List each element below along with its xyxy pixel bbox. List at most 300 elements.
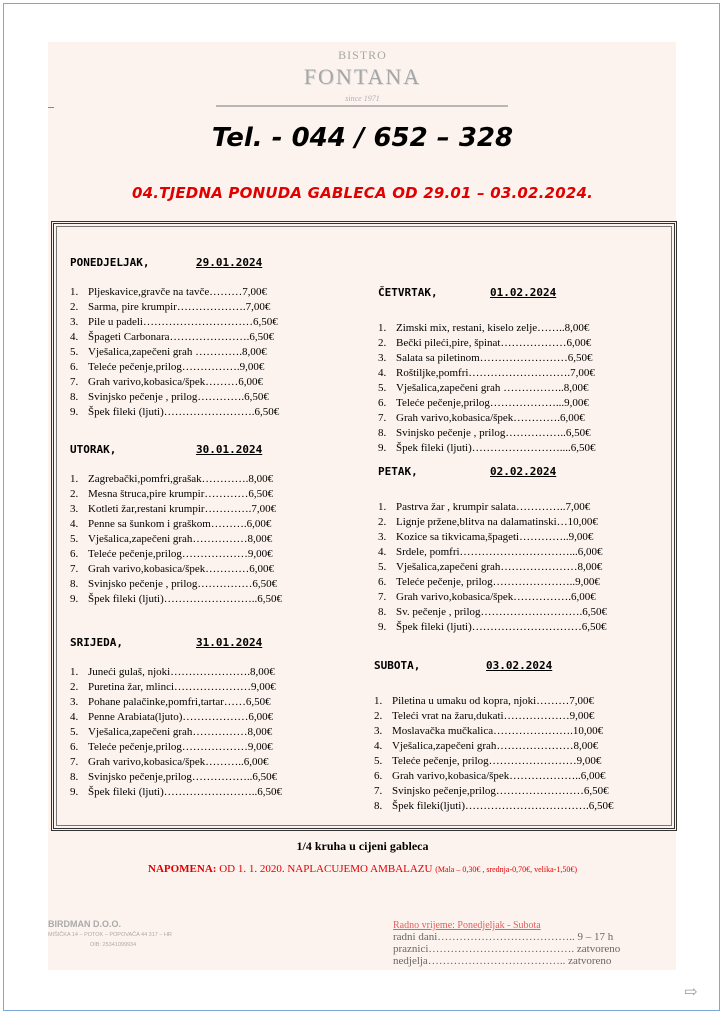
- menu-item: [70, 375, 279, 390]
- day-date: 01.02.2024: [490, 286, 557, 299]
- item-leader: ………….: [195, 346, 242, 358]
- company-oib: OIB: 25341099934: [90, 942, 137, 948]
- item-number: 1.: [70, 286, 79, 298]
- item-price: 9,00€: [576, 755, 602, 767]
- item-price: 6,50€: [249, 331, 275, 343]
- day-name: SRIJEDA,: [70, 636, 123, 649]
- item-number: 1.: [378, 322, 387, 334]
- item-name: Vješalica,zapečeni grah: [392, 740, 497, 752]
- menu-item: [378, 396, 596, 411]
- item-leader: …………………: [500, 561, 578, 573]
- item-price: 8,00€: [249, 666, 275, 678]
- item-number: 6.: [378, 576, 387, 588]
- item-number: 9.: [70, 406, 79, 418]
- item-price: 8,00€: [247, 726, 273, 738]
- menu-item: [70, 330, 279, 345]
- item-leader: ………: [209, 286, 243, 298]
- item-leader: …………………….: [163, 406, 255, 418]
- item-price: 7,00€: [569, 695, 594, 707]
- menu-item: [378, 530, 607, 545]
- item-leader: ………: [536, 695, 570, 707]
- item-name: Špek fileki (ljuti): [396, 621, 472, 633]
- item-number: 6.: [70, 361, 79, 373]
- item-price: 8,00€: [564, 322, 590, 334]
- item-number: 2.: [374, 710, 383, 722]
- menu-item: [70, 665, 282, 680]
- item-number: 5.: [70, 726, 79, 738]
- day-name: ČETVRTAK,: [378, 286, 438, 299]
- item-number: 2.: [378, 516, 387, 528]
- item-leader: …………………………...: [459, 546, 578, 558]
- item-number: 5.: [374, 755, 383, 767]
- item-name: Špek fileki (ljuti): [88, 406, 164, 418]
- item-name: Teleće pečenje,prilog: [88, 361, 182, 373]
- brand-fontana: FONTANA: [303, 64, 422, 89]
- menu-item: [374, 724, 614, 739]
- item-leader: ………………….: [169, 331, 250, 343]
- item-leader: ……………: [197, 578, 253, 590]
- item-name: Puretina žar, mlinci: [88, 681, 175, 693]
- item-number: 9.: [70, 593, 79, 605]
- item-name: Grah varivo,kobasica/špek: [88, 756, 206, 768]
- hours-row: radni dani……………………………….. 9 – 17 h: [393, 931, 614, 943]
- item-leader: ……..: [537, 322, 565, 334]
- menu-item: [378, 411, 596, 426]
- item-leader: …: [556, 516, 568, 528]
- item-name: Sv. pečenje , prilog: [396, 606, 481, 618]
- day-name: UTORAK,: [70, 443, 117, 456]
- item-leader: …………………: [174, 681, 252, 693]
- hours-row: nedjelja……………………………….. zatvoreno: [393, 955, 612, 967]
- item-price: 6,50€: [583, 785, 609, 797]
- item-name: Teleći vrat na žaru,dukati: [392, 710, 504, 722]
- item-name: Vješalica,zapečeni grah: [88, 533, 193, 545]
- brand-bistro: BISTRO: [338, 48, 387, 62]
- menu-item: [378, 381, 596, 396]
- item-leader: ……………………....: [471, 442, 571, 454]
- item-price: 6,00€: [566, 337, 592, 349]
- item-price: 9,00€: [575, 576, 600, 588]
- day-date: 02.02.2024: [490, 465, 557, 478]
- menu-item: [70, 502, 282, 517]
- menu-item: [70, 770, 282, 785]
- menu-item: [70, 785, 282, 800]
- menu-item: [70, 755, 282, 770]
- item-price: 6,50€: [254, 406, 280, 418]
- item-price: 6,50€: [257, 786, 283, 798]
- menu-item: [378, 620, 607, 635]
- item-price: 6,00€: [571, 591, 596, 603]
- item-number: 9.: [378, 442, 387, 454]
- item-name: Teleće pečenje, prilog: [396, 576, 493, 588]
- day-monday: [70, 256, 279, 420]
- item-name: Pastrva žar , krumpir salata: [396, 501, 517, 513]
- menu-item: [70, 695, 282, 710]
- menu-item: [70, 390, 279, 405]
- item-name: Grah varivo,kobasica/špek: [396, 591, 514, 603]
- menu-list: [378, 500, 607, 635]
- day-heading: [70, 256, 279, 269]
- week-offer-title: 04.TJEDNA PONUDA GABLECA OD 29.01 – 03.02.2024.: [131, 184, 594, 202]
- item-name: Grah varivo,kobasica/špek: [88, 376, 206, 388]
- menu-list: [70, 472, 282, 607]
- item-price: 7,00€: [251, 503, 277, 515]
- item-leader: …………: [205, 563, 250, 575]
- item-price: 6,00€: [577, 546, 603, 558]
- item-price: 6,00€: [238, 376, 264, 388]
- item-name: Penne sa šunkom i graškom: [88, 518, 211, 530]
- item-price: 9,00€: [247, 741, 273, 753]
- brand-divider: [216, 105, 508, 107]
- menu-list: [70, 285, 279, 420]
- item-price: 6,00€: [249, 563, 275, 575]
- item-leader: ……………: [192, 726, 248, 738]
- item-name: Vješalica,zapečeni grah: [88, 726, 193, 738]
- item-name: Vješalica,zapečeni grah: [396, 561, 501, 573]
- item-leader: …………….: [181, 361, 240, 373]
- item-price: 6,50€: [570, 442, 596, 454]
- menu-item: [378, 441, 596, 456]
- item-price: 6,50€: [582, 606, 608, 618]
- item-leader: …………: [204, 488, 249, 500]
- note-prices: (Mala – 0,30€ , srednja-0,70€, velika-1,50€): [435, 865, 577, 874]
- hours-row: praznici…………………………………. zatvoreno: [393, 943, 621, 955]
- item-price: 10,00€: [567, 516, 598, 528]
- item-leader: ……………..: [191, 771, 253, 783]
- item-leader: ………….: [513, 412, 561, 424]
- menu-item: [70, 405, 279, 420]
- item-number: 4.: [378, 367, 387, 379]
- item-leader: ………………: [181, 548, 248, 560]
- item-leader: ………………...: [489, 397, 565, 409]
- item-leader: ……………………….: [480, 606, 583, 618]
- item-price: 8,00€: [577, 561, 603, 573]
- brand-since: since 1971: [345, 94, 380, 103]
- menu-item: [70, 740, 282, 755]
- menu-item: [70, 487, 282, 502]
- item-number: 6.: [70, 548, 79, 560]
- item-name: Pile u padeli: [88, 316, 143, 328]
- item-price: 8,00€: [563, 382, 589, 394]
- menu-item: [70, 725, 282, 740]
- day-date: 03.02.2024: [486, 659, 553, 672]
- item-leader: ………………: [181, 741, 248, 753]
- menu-item: [70, 562, 282, 577]
- menu-item: [378, 336, 596, 351]
- item-number: 9.: [70, 786, 79, 798]
- item-leader: ……: [223, 696, 246, 708]
- item-price: 6,50€: [567, 352, 593, 364]
- item-name: Srdele, pomfri: [396, 546, 460, 558]
- item-price: 7,00€: [570, 367, 595, 379]
- item-number: 1.: [378, 501, 387, 513]
- menu-item: [378, 366, 596, 381]
- day-name: PONEDJELJAK,: [70, 256, 150, 269]
- menu-item: [378, 560, 607, 575]
- item-name: Špageti Carbonara: [88, 331, 170, 343]
- item-name: Sarma, pire krumpir: [88, 301, 177, 313]
- item-leader: ……………: [192, 533, 248, 545]
- day-date: 31.01.2024: [196, 636, 263, 649]
- item-name: Pljeskavice,gravče na tavče: [88, 286, 210, 298]
- item-number: 3.: [70, 316, 79, 328]
- item-number: 4.: [70, 331, 79, 343]
- item-name: Kozice sa tikvicama,špageti: [396, 531, 520, 543]
- item-name: Teleće pečenje,prilog: [396, 397, 490, 409]
- item-price: 6,50€: [244, 391, 269, 403]
- item-price: 6,00€: [580, 770, 606, 782]
- item-price: 10,00€: [572, 725, 604, 737]
- item-number: 5.: [70, 533, 79, 545]
- item-leader: ……………………: [488, 755, 577, 767]
- item-number: 8.: [378, 606, 387, 618]
- item-name: Špek fileki (ljuti): [396, 442, 472, 454]
- item-number: 5.: [378, 382, 387, 394]
- menu-item: [70, 285, 279, 300]
- item-name: Špek fileki(ljuti): [392, 800, 466, 812]
- item-price: 6,00€: [560, 412, 585, 424]
- item-leader: ……………………..: [163, 593, 258, 605]
- packaging-note: [0, 863, 725, 875]
- menu-item: [378, 605, 607, 620]
- menu-item: [374, 769, 614, 784]
- company-name: BIRDMAN D.O.O.: [48, 919, 121, 929]
- item-name: Piletina u umaku od kopra, njoki: [392, 695, 537, 707]
- item-number: 4.: [70, 711, 79, 723]
- day-tuesday: [70, 443, 282, 607]
- item-price: 6,50€: [581, 621, 607, 633]
- item-price: 8,00€: [248, 473, 274, 485]
- menu-item: [70, 547, 282, 562]
- item-name: Svinjsko pečenje , prilog: [396, 427, 506, 439]
- item-name: Svinjsko pečenje , prilog: [88, 391, 198, 403]
- item-number: 3.: [374, 725, 383, 737]
- phone-number: Tel. - 044 / 652 – 328: [211, 123, 514, 153]
- menu-item: [374, 739, 614, 754]
- menu-item: [70, 300, 279, 315]
- day-name: SUBOTA,: [374, 659, 421, 672]
- item-name: Teleće pečenje, prilog: [392, 755, 489, 767]
- item-leader: ……………………..: [163, 786, 258, 798]
- menu-item: [378, 351, 596, 366]
- item-price: 6,00€: [248, 711, 274, 723]
- menu-item: [378, 575, 607, 590]
- menu-item: [374, 694, 614, 709]
- item-number: 2.: [70, 681, 79, 693]
- menu-item: [70, 532, 282, 547]
- item-number: 3.: [378, 352, 387, 364]
- item-number: 5.: [70, 346, 79, 358]
- item-leader: ………….: [197, 391, 245, 403]
- menu-item: [70, 345, 279, 360]
- item-name: Zagrebački,pomfri,grašak: [88, 473, 202, 485]
- note-text: OD 1. 1. 2020. NAPLACUJEMO AMBALAZU: [216, 863, 436, 875]
- note-label: NAPOMENA:: [148, 863, 217, 875]
- item-price: 6,50€: [253, 316, 278, 328]
- item-number: 8.: [70, 771, 79, 783]
- item-number: 2.: [70, 301, 79, 313]
- item-number: 3.: [70, 503, 79, 515]
- menu-item: [70, 315, 279, 330]
- item-leader: ………….: [204, 503, 252, 515]
- item-number: 2.: [70, 488, 79, 500]
- item-name: Moslavačka mučkalica: [392, 725, 494, 737]
- opening-hours: [393, 920, 620, 967]
- item-name: Pohane palačinke,pomfri,tartar: [88, 696, 224, 708]
- item-leader: ………………….: [493, 725, 573, 737]
- small-dash: [48, 107, 54, 108]
- item-name: Bečki pileći,pire, špinat: [396, 337, 501, 349]
- menu-item: [70, 577, 282, 592]
- company-address: MIŠIČKA 14 – POTOK – POPOVAČA 44 317 – HR: [48, 932, 172, 938]
- next-page-arrow-icon[interactable]: ⇨: [684, 984, 698, 1001]
- day-heading: [374, 659, 614, 672]
- item-leader: …………………: [496, 740, 574, 752]
- item-name: Svinjsko pečenje,prilog: [392, 785, 496, 797]
- item-price: 6,50€: [252, 771, 278, 783]
- item-leader: ……………………….: [468, 367, 571, 379]
- item-name: Grah varivo,kobasica/špek: [396, 412, 514, 424]
- item-price: 6,50€: [252, 578, 278, 590]
- menu-item: [374, 799, 614, 814]
- menu-item: [70, 680, 282, 695]
- menu-item: [374, 754, 614, 769]
- item-number: 7.: [374, 785, 383, 797]
- item-name: Mesna štruca,pire krumpir: [88, 488, 205, 500]
- item-number: 9.: [378, 621, 387, 633]
- day-heading: [70, 636, 282, 649]
- item-price: 8,00€: [247, 533, 273, 545]
- day-date: 29.01.2024: [196, 256, 263, 269]
- item-number: 6.: [374, 770, 383, 782]
- menu-item: [378, 590, 607, 605]
- item-price: 9,00€: [251, 681, 276, 693]
- menu-list: [374, 694, 614, 814]
- item-price: 6,50€: [257, 593, 283, 605]
- company-info: [48, 919, 172, 948]
- menu-item: [374, 784, 614, 799]
- day-heading: [378, 465, 607, 478]
- menu-item: [70, 472, 282, 487]
- item-number: 4.: [70, 518, 79, 530]
- item-name: Špek fileki (ljuti): [88, 593, 164, 605]
- item-name: Vješalica,zapečeni grah: [396, 382, 504, 394]
- item-name: Teleće pečenje,prilog: [88, 548, 182, 560]
- item-price: 7,00€: [565, 501, 591, 513]
- item-price: 6,50€: [565, 427, 591, 439]
- item-price: 7,00€: [242, 286, 267, 298]
- day-name: PETAK,: [378, 465, 418, 478]
- item-name: Roštiljke,pomfri: [396, 367, 469, 379]
- item-price: 9,00€: [569, 710, 595, 722]
- item-number: 1.: [70, 473, 79, 485]
- day-heading: [378, 286, 596, 299]
- item-leader: ……………..: [503, 382, 564, 394]
- item-number: 8.: [70, 391, 79, 403]
- item-price: 9,00€: [568, 531, 594, 543]
- item-price: 8,00€: [241, 346, 267, 358]
- item-leader: ………………….: [170, 666, 250, 678]
- menu-item: [378, 500, 607, 515]
- menu-item: [378, 426, 596, 441]
- item-leader: …………………………: [471, 621, 582, 633]
- item-price: 6,00€: [243, 756, 269, 768]
- item-number: 2.: [378, 337, 387, 349]
- item-leader: ……………………: [495, 785, 584, 797]
- item-leader: ………..: [205, 756, 244, 768]
- item-leader: ……………….: [176, 301, 246, 313]
- item-leader: ………………..: [509, 770, 581, 782]
- item-name: Lignje pržene,blitva na dalamatinski: [396, 516, 557, 528]
- item-name: Špek fileki (ljuti): [88, 786, 164, 798]
- item-number: 7.: [70, 756, 79, 768]
- item-number: 5.: [378, 561, 387, 573]
- item-number: 1.: [70, 666, 79, 678]
- item-price: 6,50€: [588, 800, 614, 812]
- item-name: Teleće pečenje,prilog: [88, 741, 182, 753]
- item-name: Juneći gulaš, njoki: [88, 666, 171, 678]
- item-price: 8,00€: [573, 740, 599, 752]
- item-leader: ………………: [182, 711, 249, 723]
- item-number: 7.: [378, 412, 387, 424]
- item-leader: ……………………: [479, 352, 568, 364]
- item-number: 8.: [374, 800, 383, 812]
- menu-item: [378, 515, 607, 530]
- item-name: Kotleti žar,restani krumpir: [88, 503, 205, 515]
- menu-list: [378, 321, 596, 456]
- menu-item: [378, 545, 607, 560]
- item-name: Svinjsko pečenje,prilog: [88, 771, 192, 783]
- item-number: 4.: [374, 740, 383, 752]
- item-leader: …………………..: [492, 576, 576, 588]
- item-price: 6,50€: [248, 488, 274, 500]
- item-number: 6.: [70, 741, 79, 753]
- item-name: Zimski mix, restani, kiselo zelje: [396, 322, 538, 334]
- menu-item: [70, 517, 282, 532]
- item-leader: ………………: [500, 337, 567, 349]
- item-number: 1.: [374, 695, 383, 707]
- item-name: Salata sa piletinom: [396, 352, 480, 364]
- item-name: Penne Arabiata(ljuto): [88, 711, 183, 723]
- item-price: 9,00€: [247, 548, 273, 560]
- day-date: 30.01.2024: [196, 443, 263, 456]
- item-price: 6,50€: [245, 696, 271, 708]
- day-friday: [378, 465, 607, 635]
- item-leader: …………………………: [143, 316, 253, 328]
- day-heading: [70, 443, 282, 456]
- item-number: 4.: [378, 546, 387, 558]
- menu-item: [70, 592, 282, 607]
- day-saturday: [374, 659, 614, 814]
- item-leader: …………….: [513, 591, 572, 603]
- item-name: Svinjsko pečenje , prilog: [88, 578, 198, 590]
- item-leader: …………..: [516, 501, 566, 513]
- menu-item: [70, 710, 282, 725]
- item-number: 7.: [70, 376, 79, 388]
- item-number: 3.: [70, 696, 79, 708]
- item-leader: ……………..: [505, 427, 566, 439]
- item-price: 7,00€: [245, 301, 271, 313]
- menu-list: [70, 665, 282, 800]
- menu-item: [374, 709, 614, 724]
- item-leader: ………………: [503, 710, 570, 722]
- item-number: 8.: [378, 427, 387, 439]
- day-thursday: [378, 286, 596, 456]
- item-price: 9,00€: [239, 361, 265, 373]
- item-name: Grah varivo,kobasica/špek: [88, 563, 206, 575]
- item-number: 7.: [378, 591, 387, 603]
- item-number: 3.: [378, 531, 387, 543]
